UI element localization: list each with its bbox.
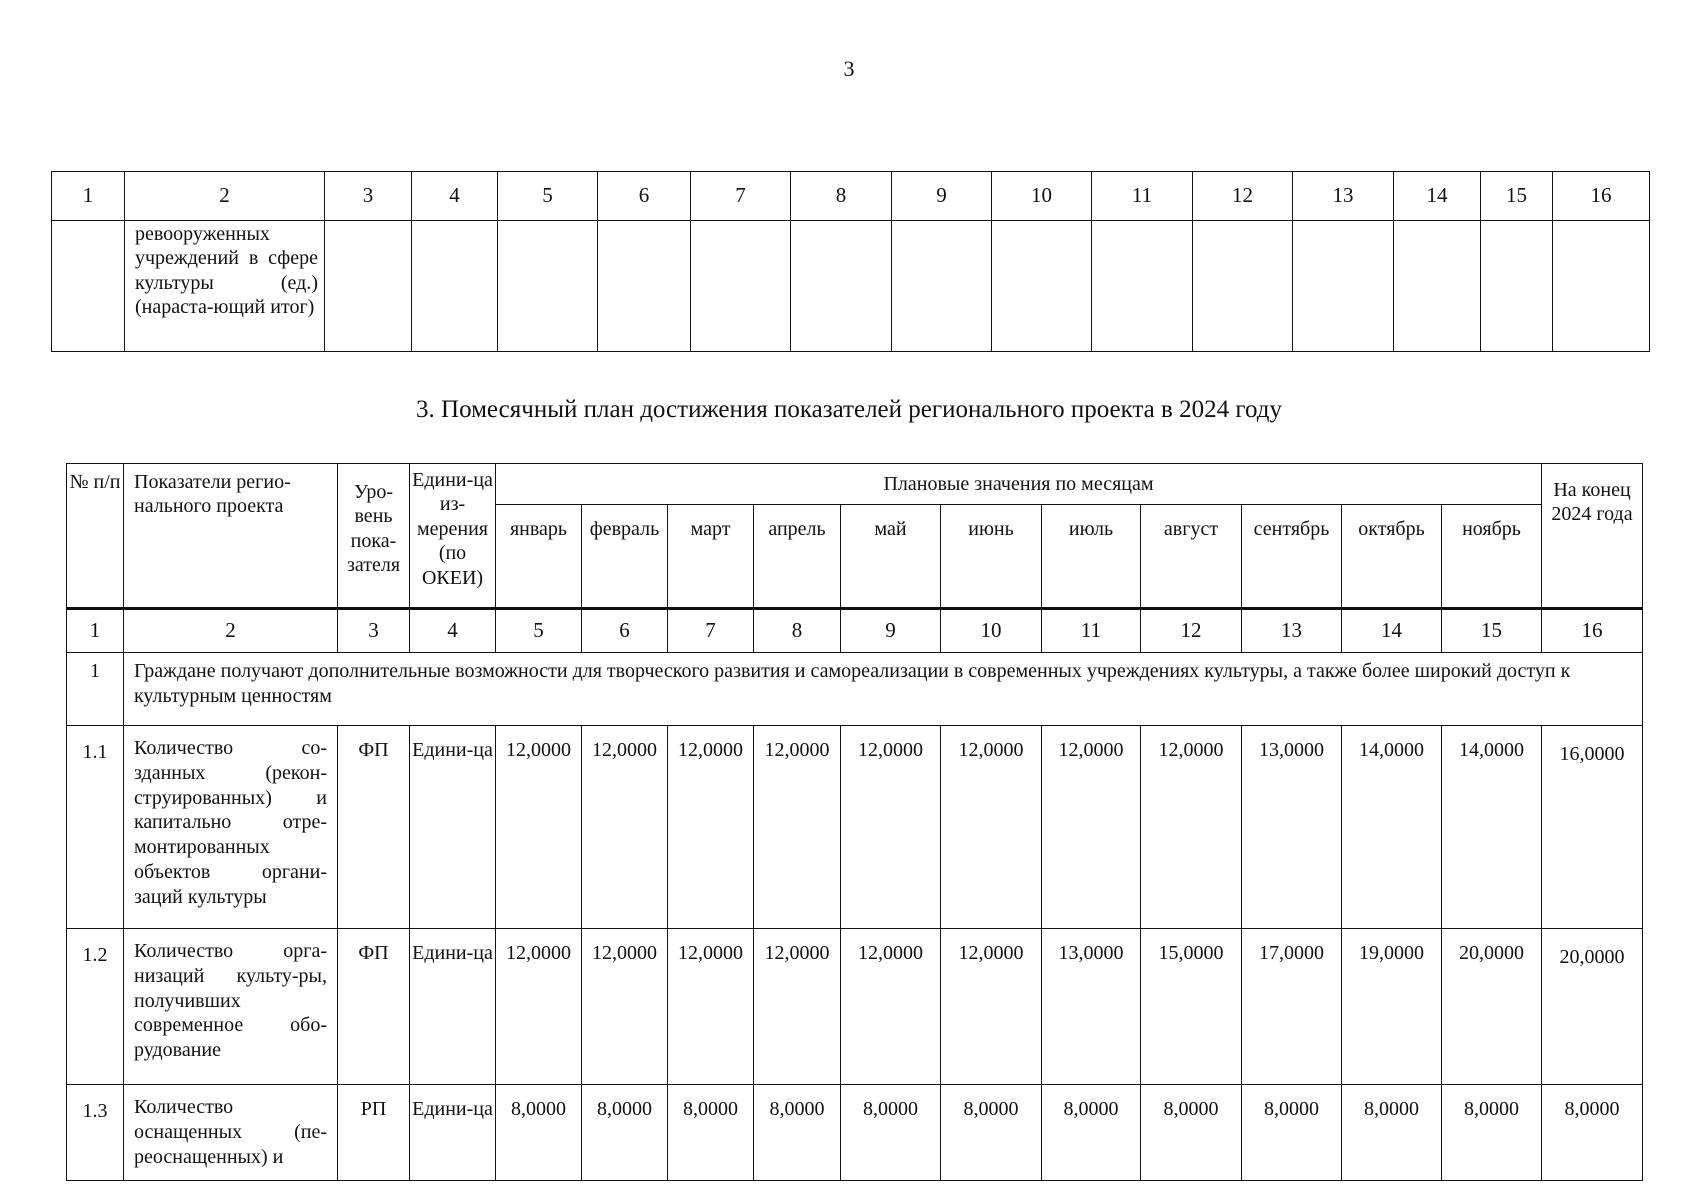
column-number: 10 [941,609,1042,653]
header-row [67,464,1643,505]
value-october: 19,0000 [1342,929,1442,1085]
header-num: № п/п [67,464,124,609]
column-number: 4 [410,609,496,653]
header-planned-values: Плановые значения по месяцам [496,464,1542,505]
row-level: ФП [338,726,410,929]
month-september: сентябрь [1242,505,1342,609]
value-end-of-year: 8,0000 [1542,1085,1643,1181]
continued-row [52,221,1650,352]
value-july: 13,0000 [1042,929,1141,1085]
row-num: 1.2 [67,929,124,1085]
column-number: 16 [1542,609,1643,653]
column-number: 12 [1193,172,1293,221]
column-number: 8 [791,172,892,221]
value-november: 8,0000 [1442,1085,1542,1181]
column-number: 6 [598,172,691,221]
column-number: 3 [325,172,412,221]
month-october: октябрь [1342,505,1442,609]
section-title: 3. Помесячный план достижения показателей регионального проекта в 2024 году [416,396,1282,423]
row-unit: Едини-ца [410,1085,496,1181]
value-july: 8,0000 [1042,1085,1141,1181]
table-row [67,1085,1643,1181]
row-unit: Едини-ца [410,929,496,1085]
table-row [67,929,1643,1085]
month-march: март [668,505,754,609]
column-number: 2 [125,172,325,221]
value-june: 12,0000 [941,726,1042,929]
row-indicator: Количество оснащенных (пе-реоснащенных) и [124,1085,338,1181]
column-number: 1 [67,609,124,653]
value-end-of-year: 16,0000 [1542,726,1643,929]
column-number: 13 [1293,172,1394,221]
row-level: ФП [338,929,410,1085]
continued-indicator-text: ревооруженных учреждений в сфере культуры (ед.) (нараста-ющий итог) [135,223,318,319]
goal-row [67,653,1643,726]
value-january: 12,0000 [496,726,582,929]
value-november: 14,0000 [1442,726,1542,929]
value-november: 20,0000 [1442,929,1542,1085]
value-august: 15,0000 [1141,929,1242,1085]
row-indicator: Количество орга-низаций культу-ры, получивших современное обо-рудование [124,929,338,1085]
value-september: 8,0000 [1242,1085,1342,1181]
column-number: 7 [668,609,754,653]
column-number-row [67,609,1643,653]
header-unit: Едини-ца из-мерения (по ОКЕИ) [410,464,496,609]
continued-table [51,171,1650,352]
value-april: 12,0000 [754,929,841,1085]
column-number: 4 [412,172,498,221]
month-february: февраль [582,505,668,609]
column-number: 12 [1141,609,1242,653]
value-january: 8,0000 [496,1085,582,1181]
value-april: 12,0000 [754,726,841,929]
value-may: 12,0000 [841,726,941,929]
row-unit: Едини-ца [410,726,496,929]
column-number: 11 [1092,172,1193,221]
column-number: 5 [498,172,598,221]
column-number: 13 [1242,609,1342,653]
goal-text: Граждане получают дополнительные возможности для творческого развития и самореализации в современных учреждениях культуры, а также более широкий доступ к культурным ценностям [124,653,1643,726]
value-end-of-year: 20,0000 [1542,929,1643,1085]
value-june: 12,0000 [941,929,1042,1085]
value-august: 8,0000 [1141,1085,1242,1181]
page-number: 3 [843,56,855,81]
column-number: 2 [124,609,338,653]
value-february: 8,0000 [582,1085,668,1181]
value-july: 12,0000 [1042,726,1141,929]
column-number: 8 [754,609,841,653]
column-number: 10 [992,172,1092,221]
column-number: 5 [496,609,582,653]
value-march: 8,0000 [668,1085,754,1181]
value-october: 14,0000 [1342,726,1442,929]
month-may: май [841,505,941,609]
value-may: 8,0000 [841,1085,941,1181]
month-june: июнь [941,505,1042,609]
value-march: 12,0000 [668,929,754,1085]
goal-num: 1 [67,653,124,726]
month-april: апрель [754,505,841,609]
month-july: июль [1042,505,1141,609]
value-april: 8,0000 [754,1085,841,1181]
monthly-plan-table [66,463,1643,1181]
column-number: 3 [338,609,410,653]
row-num: 1.1 [67,726,124,929]
header-level: Уро-вень пока-зателя [338,464,410,609]
column-number: 11 [1042,609,1141,653]
column-number: 14 [1394,172,1481,221]
value-march: 12,0000 [668,726,754,929]
column-number: 1 [52,172,125,221]
column-number: 15 [1442,609,1542,653]
header-end-of-year: На конец 2024 года [1542,464,1643,609]
value-may: 12,0000 [841,929,941,1085]
month-january: январь [496,505,582,609]
column-number: 9 [892,172,992,221]
value-january: 12,0000 [496,929,582,1085]
column-number: 14 [1342,609,1442,653]
value-september: 17,0000 [1242,929,1342,1085]
value-february: 12,0000 [582,929,668,1085]
row-level: РП [338,1085,410,1181]
column-number: 6 [582,609,668,653]
value-august: 12,0000 [1141,726,1242,929]
table-row [67,726,1643,929]
header-indicator: Показатели регио-нального проекта [124,464,338,609]
value-june: 8,0000 [941,1085,1042,1181]
column-number: 16 [1553,172,1650,221]
value-february: 12,0000 [582,726,668,929]
column-number: 7 [691,172,791,221]
month-november: ноябрь [1442,505,1542,609]
month-august: август [1141,505,1242,609]
value-october: 8,0000 [1342,1085,1442,1181]
column-number-row [52,172,1650,221]
row-num: 1.3 [67,1085,124,1181]
column-number: 9 [841,609,941,653]
value-september: 13,0000 [1242,726,1342,929]
column-number: 15 [1481,172,1553,221]
row-indicator: Количество со-зданных (рекон-струированных) и капитально отре-монтированных объектов органи-заций культуры [124,726,338,929]
